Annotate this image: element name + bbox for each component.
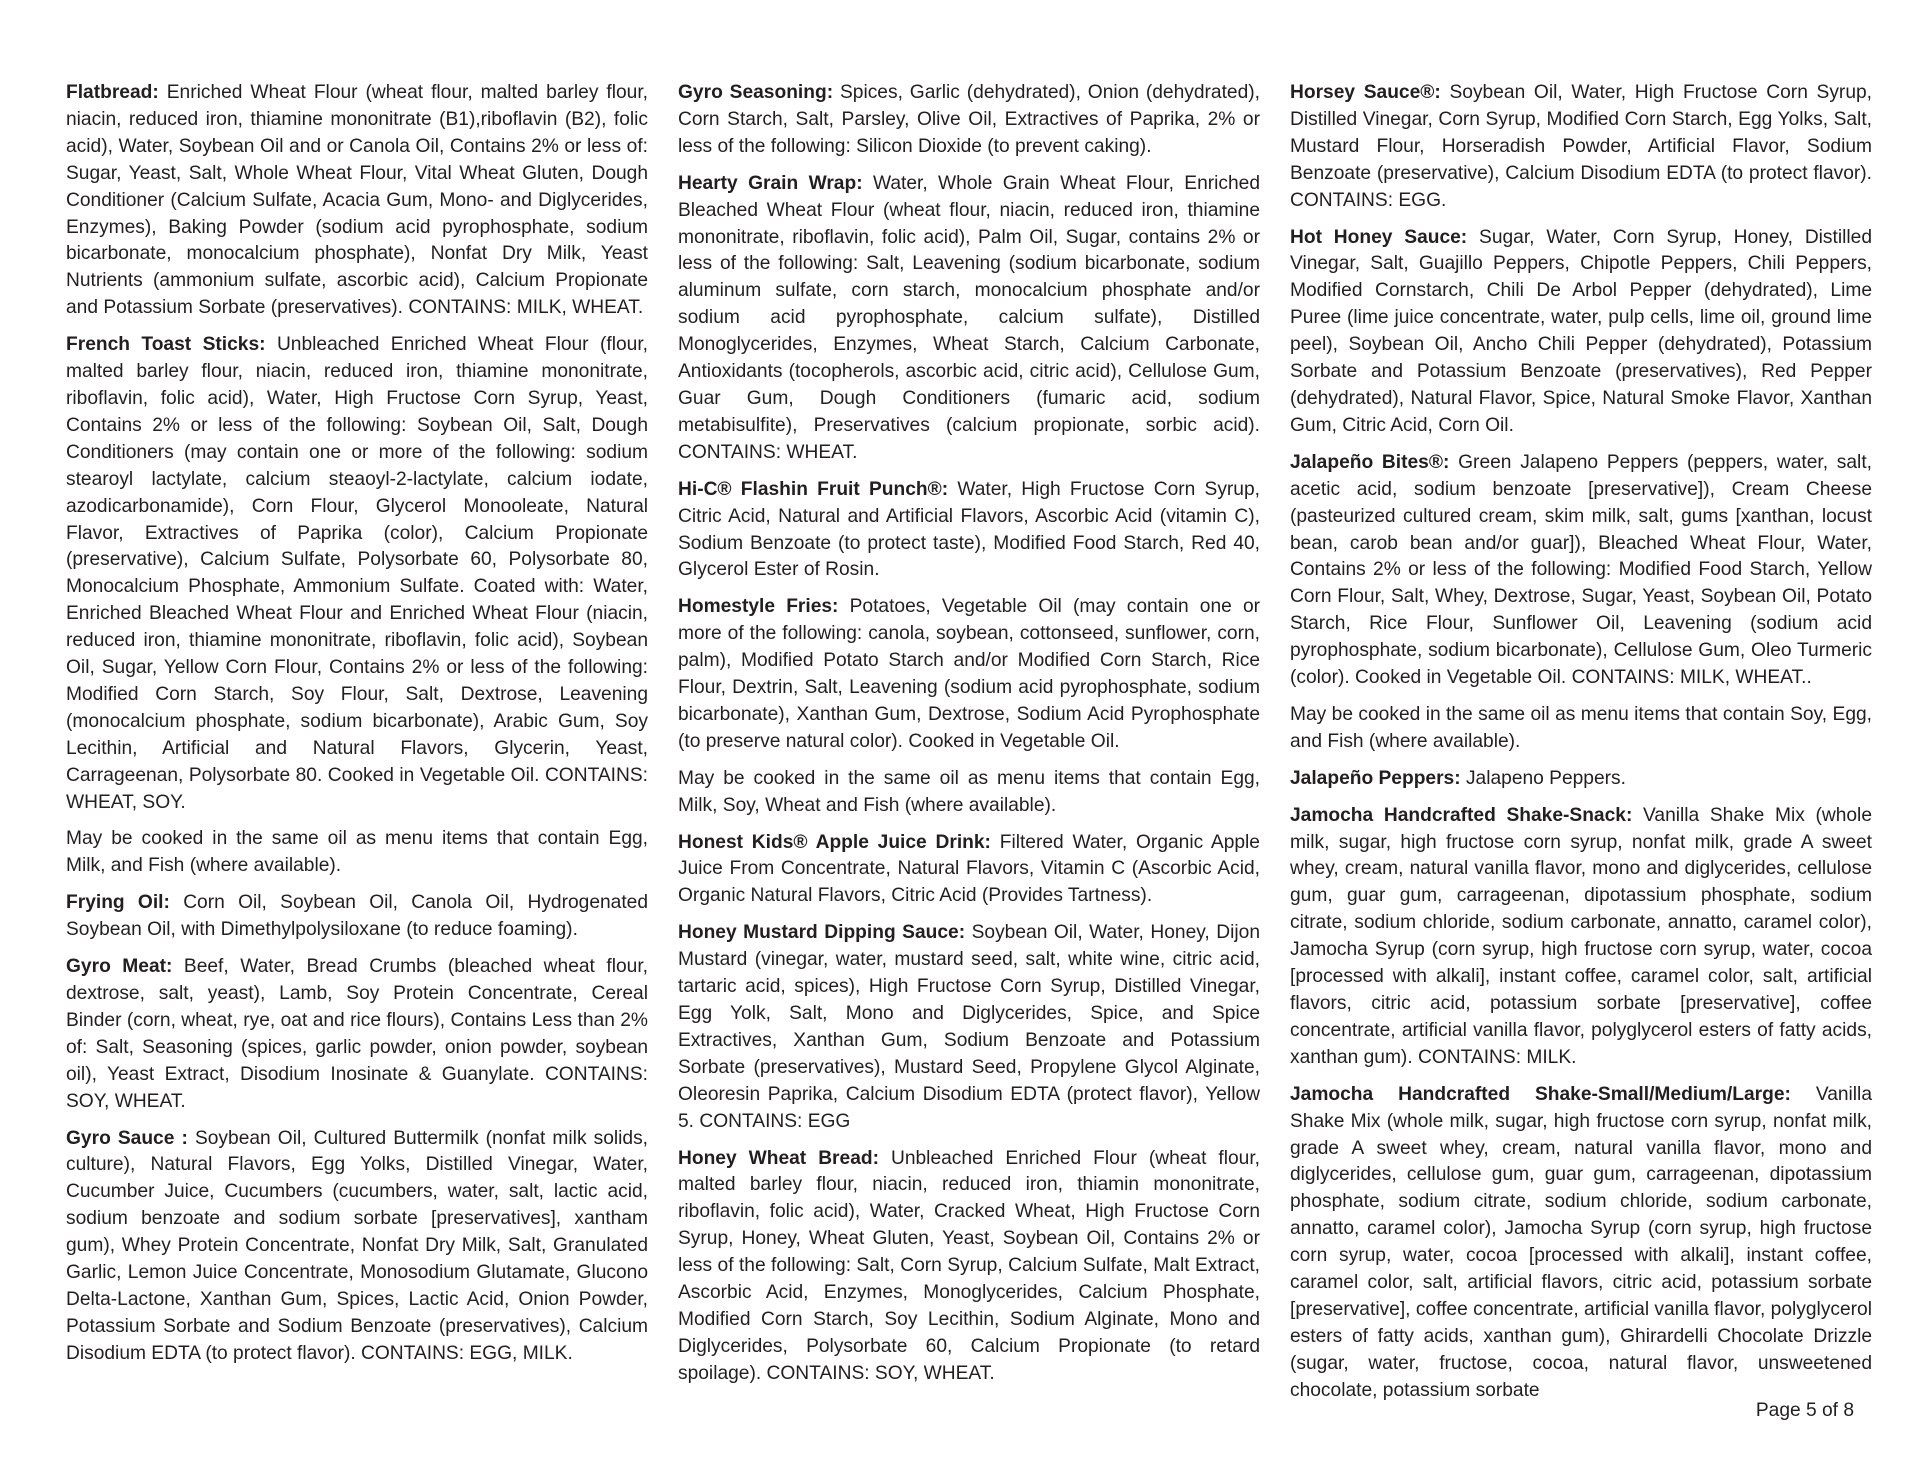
- oil-notice: [66, 826, 648, 880]
- ingredient-entry: [1290, 1082, 1872, 1405]
- ingredient-text: Vanilla Shake Mix (whole milk, sugar, high fructose corn syrup, nonfat milk, grade A sweet whey, cream, natural vanilla flavor, mono and diglycerides, cellulose gum, guar gum, carrageenan, dipotassium phosphate, sodium citrate, sodium chloride, sodium carbonate, annatto, caramel color), Jamocha Syrup (corn syrup, high fructose corn syrup, water, cocoa [processed with alkali], instant coffee, caramel color, salt, artificial flavors, citric acid, potassium sorbate [preservative], coffee concentrate, artificial vanilla flavor, polyglycerol esters of fatty acids, xanthan gum), Ghirardelli Chocolate Drizzle (sugar, water, fructose, cocoa, natural flavor, unsweetened chocolate, potassium sorbate: [1290, 1083, 1872, 1401]
- column-1: [66, 80, 648, 1380]
- ingredient-entry: [678, 477, 1260, 585]
- ingredient-name: Gyro Seasoning:: [678, 82, 834, 103]
- ingredient-entry: [678, 594, 1260, 755]
- ingredient-entry: [678, 171, 1260, 467]
- ingredient-entry: [1290, 803, 1872, 1072]
- ingredient-columns: [66, 80, 1872, 1401]
- ingredient-entry: [66, 890, 648, 944]
- ingredient-text: Sugar, Water, Corn Syrup, Honey, Distilled Vinegar, Salt, Guajillo Peppers, Chipotle Peppers, Chili Peppers, Modified Cornstarch, Chili De Arbol Pepper (dehydrated), Lime Puree (lime juice concentrate, water, pulp cells, lime oil, ground lime peel), Soybean Oil, Ancho Chili Pepper (dehydrated), Potassium Sorbate and Potassium Benzoate (preservatives), Red Pepper (dehydrated), Natural Flavor, Spice, Natural Smoke Flavor, Xanthan Gum, Citric Acid, Corn Oil.: [1290, 226, 1872, 436]
- ingredient-entry: [678, 830, 1260, 911]
- ingredient-name: Hi-C® Flashin Fruit Punch®:: [678, 478, 949, 500]
- oil-notice: [1290, 702, 1872, 756]
- ingredient-name: Honest Kids® Apple Juice Drink:: [678, 831, 991, 853]
- ingredient-entry: [1290, 450, 1872, 692]
- ingredient-text: Spices, Garlic (dehydrated), Onion (dehydrated), Corn Starch, Salt, Parsley, Olive Oil, Extractives of Paprika, 2% or less of the following: Silicon Dioxide (to prevent caking).: [678, 82, 1260, 157]
- ingredient-text: Jalapeno Peppers.: [1460, 767, 1626, 789]
- ingredient-entry: [678, 80, 1260, 161]
- ingredient-name: Gyro Sauce :: [66, 1127, 188, 1149]
- ingredient-entry: [678, 920, 1260, 1135]
- ingredient-text: Vanilla Shake Mix (whole milk, sugar, high fructose corn syrup, nonfat milk, grade A sweet whey, cream, natural vanilla flavor, mono and diglycerides, cellulose gum, guar gum, carrageenan, dipotassium phosphate, sodium citrate, sodium chloride, sodium carbonate, annatto, caramel color), Jamocha Syrup (corn syrup, high fructose corn syrup, water, cocoa [processed with alkali], instant coffee, caramel color, salt, artificial flavors, citric acid, potassium sorbate [preservative], coffee concentrate, artificial vanilla flavor, polyglycerol esters of fatty acids, xanthan gum). CONTAINS: MILK.: [1290, 804, 1872, 1068]
- ingredient-text: Filtered Water, Organic Apple Juice From Concentrate, Natural Flavors, Vitamin C (Ascorbic Acid, Organic Natural Flavors, Citric Acid (Provides Tartness).: [678, 831, 1260, 907]
- ingredient-entry: [678, 1146, 1260, 1388]
- oil-notice-text: May be cooked in the same oil as menu items that contain Egg, Milk, and Fish (where available).: [66, 828, 648, 877]
- ingredient-name: French Toast Sticks:: [66, 334, 266, 356]
- ingredient-text: Soybean Oil, Water, Honey, Dijon Mustard (vinegar, water, mustard seed, salt, white wine, citric acid, tartaric acid, spices), High Fructose Corn Syrup, Distilled Vinegar, Egg Yolk, Salt, Mono and Diglycerides, Spice, and Spice Extractives, Xanthan Gum, Sodium Benzoate and Potassium Sorbate (preservatives), Mustard Seed, Propylene Glycol Alginate, Oleoresin Paprika, Calcium Disodium EDTA (protect flavor), Yellow 5. CONTAINS: EGG: [678, 922, 1260, 1132]
- ingredient-text: Water, Whole Grain Wheat Flour, Enriched Bleached Wheat Flour (wheat flour, niacin, reduced iron, thiamine mononitrate, riboflavin, folic acid), Palm Oil, Sugar, contains 2% or less of the following: Salt, Leavening (sodium bicarbonate, sodium aluminum sulfate, corn starch, monocalcium phosphate and/or sodium acid pyrophosphate, calcium sulfate), Distilled Monoglycerides, Enzymes, Wheat Starch, Calcium Carbonate, Antioxidants (tocopherols, ascorbic acid, citric acid), Cellulose Gum, Guar Gum, Dough Conditioners (fumaric acid, sodium metabisulfite), Preservatives (calcium propionate, sorbic acid). CONTAINS: WHEAT.: [678, 172, 1260, 463]
- ingredient-text: Potatoes, Vegetable Oil (may contain one or more of the following: canola, soybean, cottonseed, sunflower, corn, palm), Modified Potato Starch and/or Modified Corn Starch, Rice Flour, Dextrin, Salt, Leavening (sodium acid pyrophosphate, sodium bicarbonate), Xanthan Gum, Dextrose, Sodium Acid Pyrophosphate (to preserve natural color). Cooked in Vegetable Oil.: [678, 596, 1261, 752]
- ingredient-text: Soybean Oil, Cultured Buttermilk (nonfat milk solids, culture), Natural Flavors, Egg Yolks, Distilled Vinegar, Water, Cucumber Juice, Cucumbers (cucumbers, water, salt, lactic acid, sodium benzoate and sodium sorbate [preservatives], xantham gum), Whey Protein Concentrate, Nonfat Dry Milk, Salt, Granulated Garlic, Lemon Juice Concentrate, Monosodium Glutamate, Glucono Delta-Lactone, Xanthan Gum, Spices, Lactic Acid, Onion Powder, Potassium Sorbate and Sodium Benzoate (preservatives), Calcium Disodium EDTA (to protect flavor). CONTAINS: EGG, MILK.: [66, 1127, 649, 1364]
- ingredient-text: Soybean Oil, Water, High Fructose Corn Syrup, Distilled Vinegar, Corn Syrup, Modified Corn Starch, Egg Yolks, Salt, Mustard Flour, Horseradish Powder, Artificial Flavor, Sodium Benzoate (preservative), Calcium Disodium EDTA (to protect flavor). CONTAINS: EGG.: [1290, 82, 1872, 211]
- ingredient-text: Unbleached Enriched Flour (wheat flour, malted barley flour, niacin, reduced iron, thiamin mononitrate, riboflavin, folic acid), Water, Cracked Wheat, High Fructose Corn Syrup, Honey, Wheat Gluten, Yeast, Soybean Oil, Contains 2% or less of the following: Salt, Corn Syrup, Calcium Sulfate, Malt Extract, Ascorbic Acid, Enzymes, Monoglycerides, Calcium Phosphate, Modified Corn Starch, Soy Lecithin, Sodium Alginate, Mono and Diglycerides, Polysorbate 60, Calcium Propionate (to retard spoilage). CONTAINS: SOY, WHEAT.: [678, 1147, 1261, 1384]
- ingredient-entry: [66, 332, 648, 816]
- ingredient-name: Honey Wheat Bread:: [678, 1147, 879, 1169]
- oil-notice-text: May be cooked in the same oil as menu items that contain Soy, Egg, and Fish (where available).: [1290, 703, 1872, 752]
- ingredient-name: Frying Oil:: [66, 892, 170, 914]
- column-2: [678, 80, 1261, 1384]
- ingredient-name: Jamocha Handcrafted Shake-Small/Medium/Large:: [1290, 1083, 1791, 1105]
- ingredient-name: Gyro Meat:: [66, 956, 173, 978]
- ingredient-name: Flatbread:: [66, 82, 159, 103]
- ingredient-text: Corn Oil, Soybean Oil, Canola Oil, Hydrogenated Soybean Oil, with Dimethylpolysiloxane (to reduce foaming).: [66, 892, 649, 941]
- column-3: [1290, 80, 1872, 1401]
- ingredient-name: Homestyle Fries:: [678, 596, 839, 618]
- ingredient-text: Unbleached Enriched Wheat Flour (flour, malted barley flour, niacin, reduced iron, thiamine mononitrate, riboflavin, folic acid), Water, High Fructose Corn Syrup, Yeast, Contains 2% or less of the following: Soybean Oil, Salt, Dough Conditioners (may contain one or more of the following: sodium stearoyl lactylate, calcium steaoyl-2-lactylate, calcium iodate, azodicarbonamide), Corn Flour, Glycerol Monooleate, Natural Flavor, Extractives of Paprika (color), Calcium Propionate (preservative), Calcium Sulfate, Polysorbate 60, Polysorbate 80, Monocalcium Phosphate, Ammonium Sulfate. Coated with: Water, Enriched Bleached Wheat Flour and Enriched Wheat Flour (niacin, reduced iron, thiamine mononitrate, riboflavin, folic acid), Soybean Oil, Sugar, Yellow Corn Flour, Contains 2% or less of the following: Modified Corn Starch, Soy Flour, Salt, Dextrose, Leavening (monocalcium phosphate, sodium bicarbonate), Arabic Gum, Soy Lecithin, Artificial and Natural Flavors, Glycerin, Yeast, Carrageenan, Polysorbate 80. Cooked in Vegetable Oil. CONTAINS: WHEAT, SOY.: [66, 334, 648, 813]
- ingredient-text: Beef, Water, Bread Crumbs (bleached wheat flour, dextrose, salt, yeast), Lamb, Soy Protein Concentrate, Cereal Binder (corn, wheat, rye, oat and rice flours), Contains Less than 2% of: Salt, Seasoning (spices, garlic powder, onion powder, soybean oil), Yeast Extract, Disodium Inosinate & Guanylate. CONTAINS: SOY, WHEAT.: [66, 956, 648, 1112]
- ingredient-name: Jalapeño Peppers:: [1290, 767, 1461, 789]
- ingredient-name: Hot Honey Sauce:: [1290, 226, 1468, 248]
- ingredient-text: Enriched Wheat Flour (wheat flour, malted barley flour, niacin, reduced iron, thiamine mononitrate (B1),riboflavin (B2), folic acid), Water, Soybean Oil and or Canola Oil, Contains 2% or less of: Sugar, Yeast, Salt, Whole Wheat Flour, Vital Wheat Gluten, Dough Conditioner (Calcium Sulfate, Acacia Gum, Mono- and Diglycerides, Enzymes), Baking Powder (sodium acid pyrophosphate, sodium bicarbonate, monocalcium phosphate), Nonfat Dry Milk, Yeast Nutrients (ammonium sulfate, ascorbic acid), Calcium Propionate and Potassium Sorbate (preservatives). CONTAINS: MILK, WHEAT.: [66, 82, 648, 319]
- ingredient-entry: [1290, 225, 1872, 440]
- ingredient-entry: [66, 954, 648, 1115]
- ingredient-name: Hearty Grain Wrap:: [678, 172, 863, 194]
- ingredient-text: Green Jalapeno Peppers (peppers, water, salt, acetic acid, sodium benzoate [preservative]), Cream Cheese (pasteurized cultured cream, skim milk, salt, gums [xanthan, locust bean, carob bean and/or guar]), Bleached Wheat Flour, Water, Contains 2% or less of the following: Modified Food Starch, Yellow Corn Flour, Salt, Whey, Dextrose, Sugar, Yeast, Soybean Oil, Potato Starch, Rice Flour, Sunflower Oil, Leavening (sodium acid pyrophosphate, sodium bicarbonate), Cellulose Gum, Oleo Turmeric (color). Cooked in Vegetable Oil. CONTAINS: MILK, WHEAT..: [1290, 451, 1872, 689]
- ingredient-entry: [1290, 766, 1872, 793]
- ingredient-text: Water, High Fructose Corn Syrup, Citric Acid, Natural and Artificial Flavors, Ascorbic Acid (vitamin C), Sodium Benzoate (to protect taste), Modified Food Starch, Red 40, Glycerol Ester of Rosin.: [678, 478, 1260, 581]
- oil-notice: [678, 766, 1260, 820]
- ingredient-entry: [1290, 80, 1872, 215]
- ingredient-name: Horsey Sauce®:: [1290, 82, 1441, 103]
- ingredient-name: Jalapeño Bites®:: [1290, 451, 1450, 473]
- ingredient-name: Honey Mustard Dipping Sauce:: [678, 922, 966, 944]
- ingredient-entry: [66, 80, 648, 322]
- oil-notice-text: May be cooked in the same oil as menu items that contain Egg, Milk, Soy, Wheat and Fish (where available).: [678, 767, 1260, 816]
- page-number: Page 5 of 8: [1755, 1400, 1854, 1421]
- ingredient-name: Jamocha Handcrafted Shake-Snack:: [1290, 804, 1633, 826]
- ingredient-entry: [66, 1126, 648, 1368]
